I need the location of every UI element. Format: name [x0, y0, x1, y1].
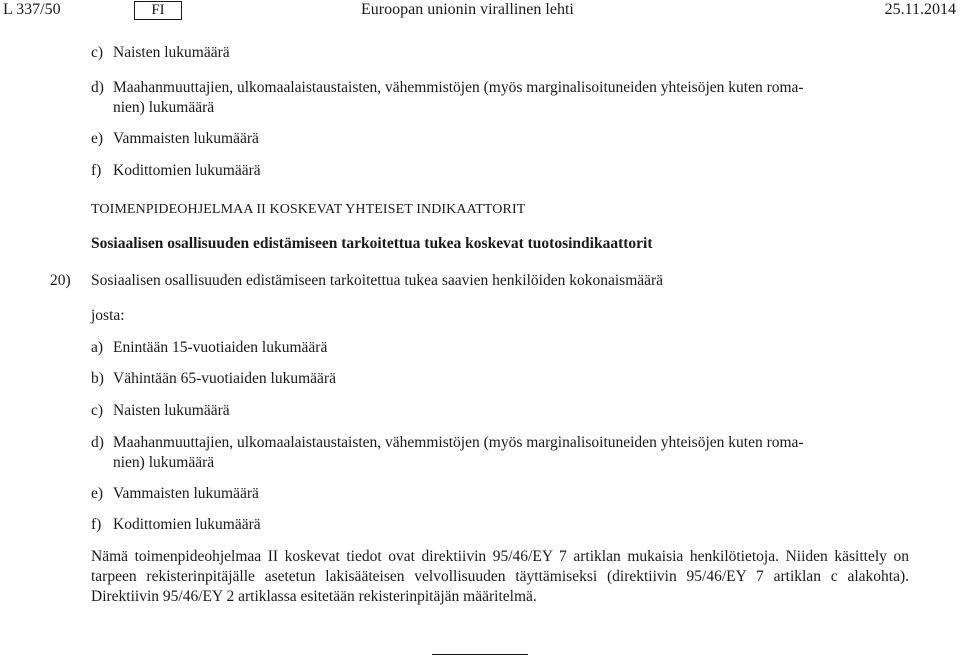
- list-item-text: Vähintään 65-vuotiaiden lukumäärä: [113, 370, 336, 387]
- page-header: [0, 0, 960, 20]
- list-item-text: Enintään 15-vuotiaiden lukumäärä: [113, 339, 328, 356]
- list-item-text-continued: nien) lukumäärä: [113, 99, 215, 116]
- list-item-label: f): [91, 162, 102, 179]
- language-code-box: FI: [134, 1, 182, 20]
- publication-date: 25.11.2014: [884, 1, 956, 18]
- list-item-text: Kodittomien lukumäärä: [113, 516, 261, 533]
- sub-heading: Sosiaalisen osallisuuden edistämiseen tarkoitettua tukea koskevat tuotosindikaattorit: [91, 235, 653, 252]
- footer-rule: [432, 654, 528, 655]
- list-item-label: f): [91, 516, 102, 533]
- list-item-label: b): [91, 370, 104, 387]
- list-item-text: Naisten lukumäärä: [113, 402, 230, 419]
- josta-label: josta:: [91, 307, 125, 324]
- list-item-text: Naisten lukumäärä: [113, 44, 230, 61]
- list-item-label: d): [91, 79, 104, 96]
- list-item-text: Vammaisten lukumäärä: [113, 130, 259, 147]
- closing-paragraph: Nämä toimenpideohjelmaa II koskevat tiedot ovat direktiivin 95/46/EY 7 artiklan mukaisia henkilötietoja. Niiden käsittely on tarpeen rekisterinpitäjälle asetetun lakisääteisen velvollisuuden täyttämiseksi (direktiivin 95/46/EY 7 artiklan c alakohta). Direktiivin 95/46/EY 2 artiklassa esitetään rekisterinpitäjän määritelmä.: [91, 548, 909, 605]
- page-number: L 337/50: [3, 1, 61, 18]
- list-item-text-continued: nien) lukumäärä: [113, 454, 215, 471]
- list-item-label: c): [91, 402, 104, 419]
- list-item-text: Maahanmuuttajien, ulkomaalaistaustaisten, vähemmistöjen (myös marginalisoituneiden yhteisöjen kuten roma-: [113, 79, 804, 96]
- list-item-text: Vammaisten lukumäärä: [113, 485, 259, 502]
- list-item-label: d): [91, 434, 104, 451]
- journal-title: Euroopan unionin virallinen lehti: [361, 1, 574, 18]
- list-item-label: e): [91, 485, 104, 502]
- list-item-label: c): [91, 44, 104, 61]
- item-number: 20): [50, 272, 71, 289]
- section-heading: TOIMENPIDEOHJELMAA II KOSKEVAT YHTEISET INDIKAATTORIT: [91, 202, 526, 217]
- item-text: Sosiaalisen osallisuuden edistämiseen tarkoitettua tukea saavien henkilöiden kokonaismäärä: [91, 272, 664, 289]
- list-item-label: e): [91, 130, 104, 147]
- list-item-label: a): [91, 339, 104, 356]
- list-item-text: Kodittomien lukumäärä: [113, 162, 261, 179]
- list-item-text: Maahanmuuttajien, ulkomaalaistaustaisten, vähemmistöjen (myös marginalisoituneiden yhteisöjen kuten roma-: [113, 434, 804, 451]
